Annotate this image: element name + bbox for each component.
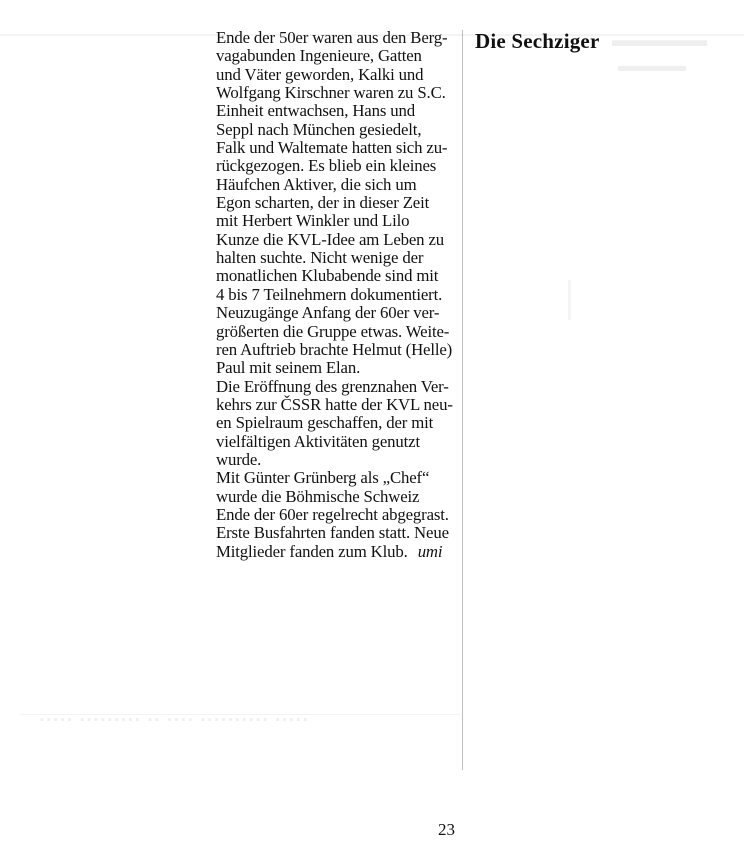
article-line: Ende der 60er regelrecht abgegrast.: [216, 504, 449, 524]
article-line: en Spielraum geschaffen, der mit: [216, 413, 434, 433]
article-line: mit Herbert Winkler und Lilo: [216, 211, 410, 231]
article-line: Mit Günter Grünberg als „Chef“: [216, 468, 430, 488]
article-line: Kunze die KVL-Idee am Leben zu: [216, 229, 444, 249]
article-line: Paul mit seinem Elan.: [216, 358, 361, 378]
article-line: Neuzugänge Anfang der 60er ver-: [216, 303, 440, 323]
article-line: Ende der 50er waren aus den Berg-: [216, 28, 448, 47]
article-line: rückgezogen. Es blieb ein kleines: [216, 156, 437, 176]
article-body: [216, 29, 466, 561]
article-line: vielfältigen Aktivitäten genutzt: [216, 431, 420, 451]
article-last-line: [216, 543, 466, 561]
bleed-through-text-row: ▪▪▪▪▪ ▪▪▪▪▪▪▪▪▪ ▪▪ ▪▪▪▪ ▪▪▪▪▪▪▪▪▪▪ ▪▪▪▪▪: [40, 714, 311, 726]
bleed-through-text-heading-2: ▬▬▬▬: [618, 56, 686, 75]
article-line: ren Auftrieb brachte Helmut (Helle): [216, 339, 453, 359]
article-line: monatlichen Klubabende sind mit: [216, 266, 439, 286]
article-line: 4 bis 7 Teilnehmern dokumentiert.: [216, 284, 443, 304]
article-line: Egon scharten, der in dieser Zeit: [216, 193, 430, 213]
page-number: 23: [438, 820, 455, 839]
article-line: Die Eröffnung des grenznahen Ver-: [216, 376, 449, 396]
bleed-through-text-heading: ▬▬▬▬▬: [612, 30, 707, 51]
section-title: Die Sechziger: [475, 29, 600, 53]
author-signature: umi: [417, 541, 443, 561]
article-line: Häufchen Aktiver, die sich um: [216, 174, 417, 194]
bleed-through-bar: [568, 280, 571, 320]
article-line: kehrs zur ČSSR hatte der KVL neu-: [216, 394, 453, 414]
article-line: Erste Busfahrten fanden statt. Neue: [216, 523, 449, 543]
article-line: vagabunden Ingenieure, Gatten: [216, 46, 422, 66]
article-line: wurde die Böhmische Schweiz: [216, 486, 420, 506]
article-line: Falk und Waltemate hatten sich zu-: [216, 138, 448, 158]
article-line: Seppl nach München gesiedelt,: [216, 119, 422, 139]
article-line: wurde.: [216, 449, 262, 469]
article-line: Einheit entwachsen, Hans und: [216, 101, 415, 121]
article-line: Mitglieder fanden zum Klub.: [216, 541, 408, 561]
article-line: Wolfgang Kirschner waren zu S.C.: [216, 83, 446, 103]
article-line: und Väter geworden, Kalki und: [216, 64, 424, 84]
article-line: halten suchte. Nicht wenige der: [216, 248, 424, 268]
article-line: größerten die Gruppe etwas. Weite-: [216, 321, 450, 341]
